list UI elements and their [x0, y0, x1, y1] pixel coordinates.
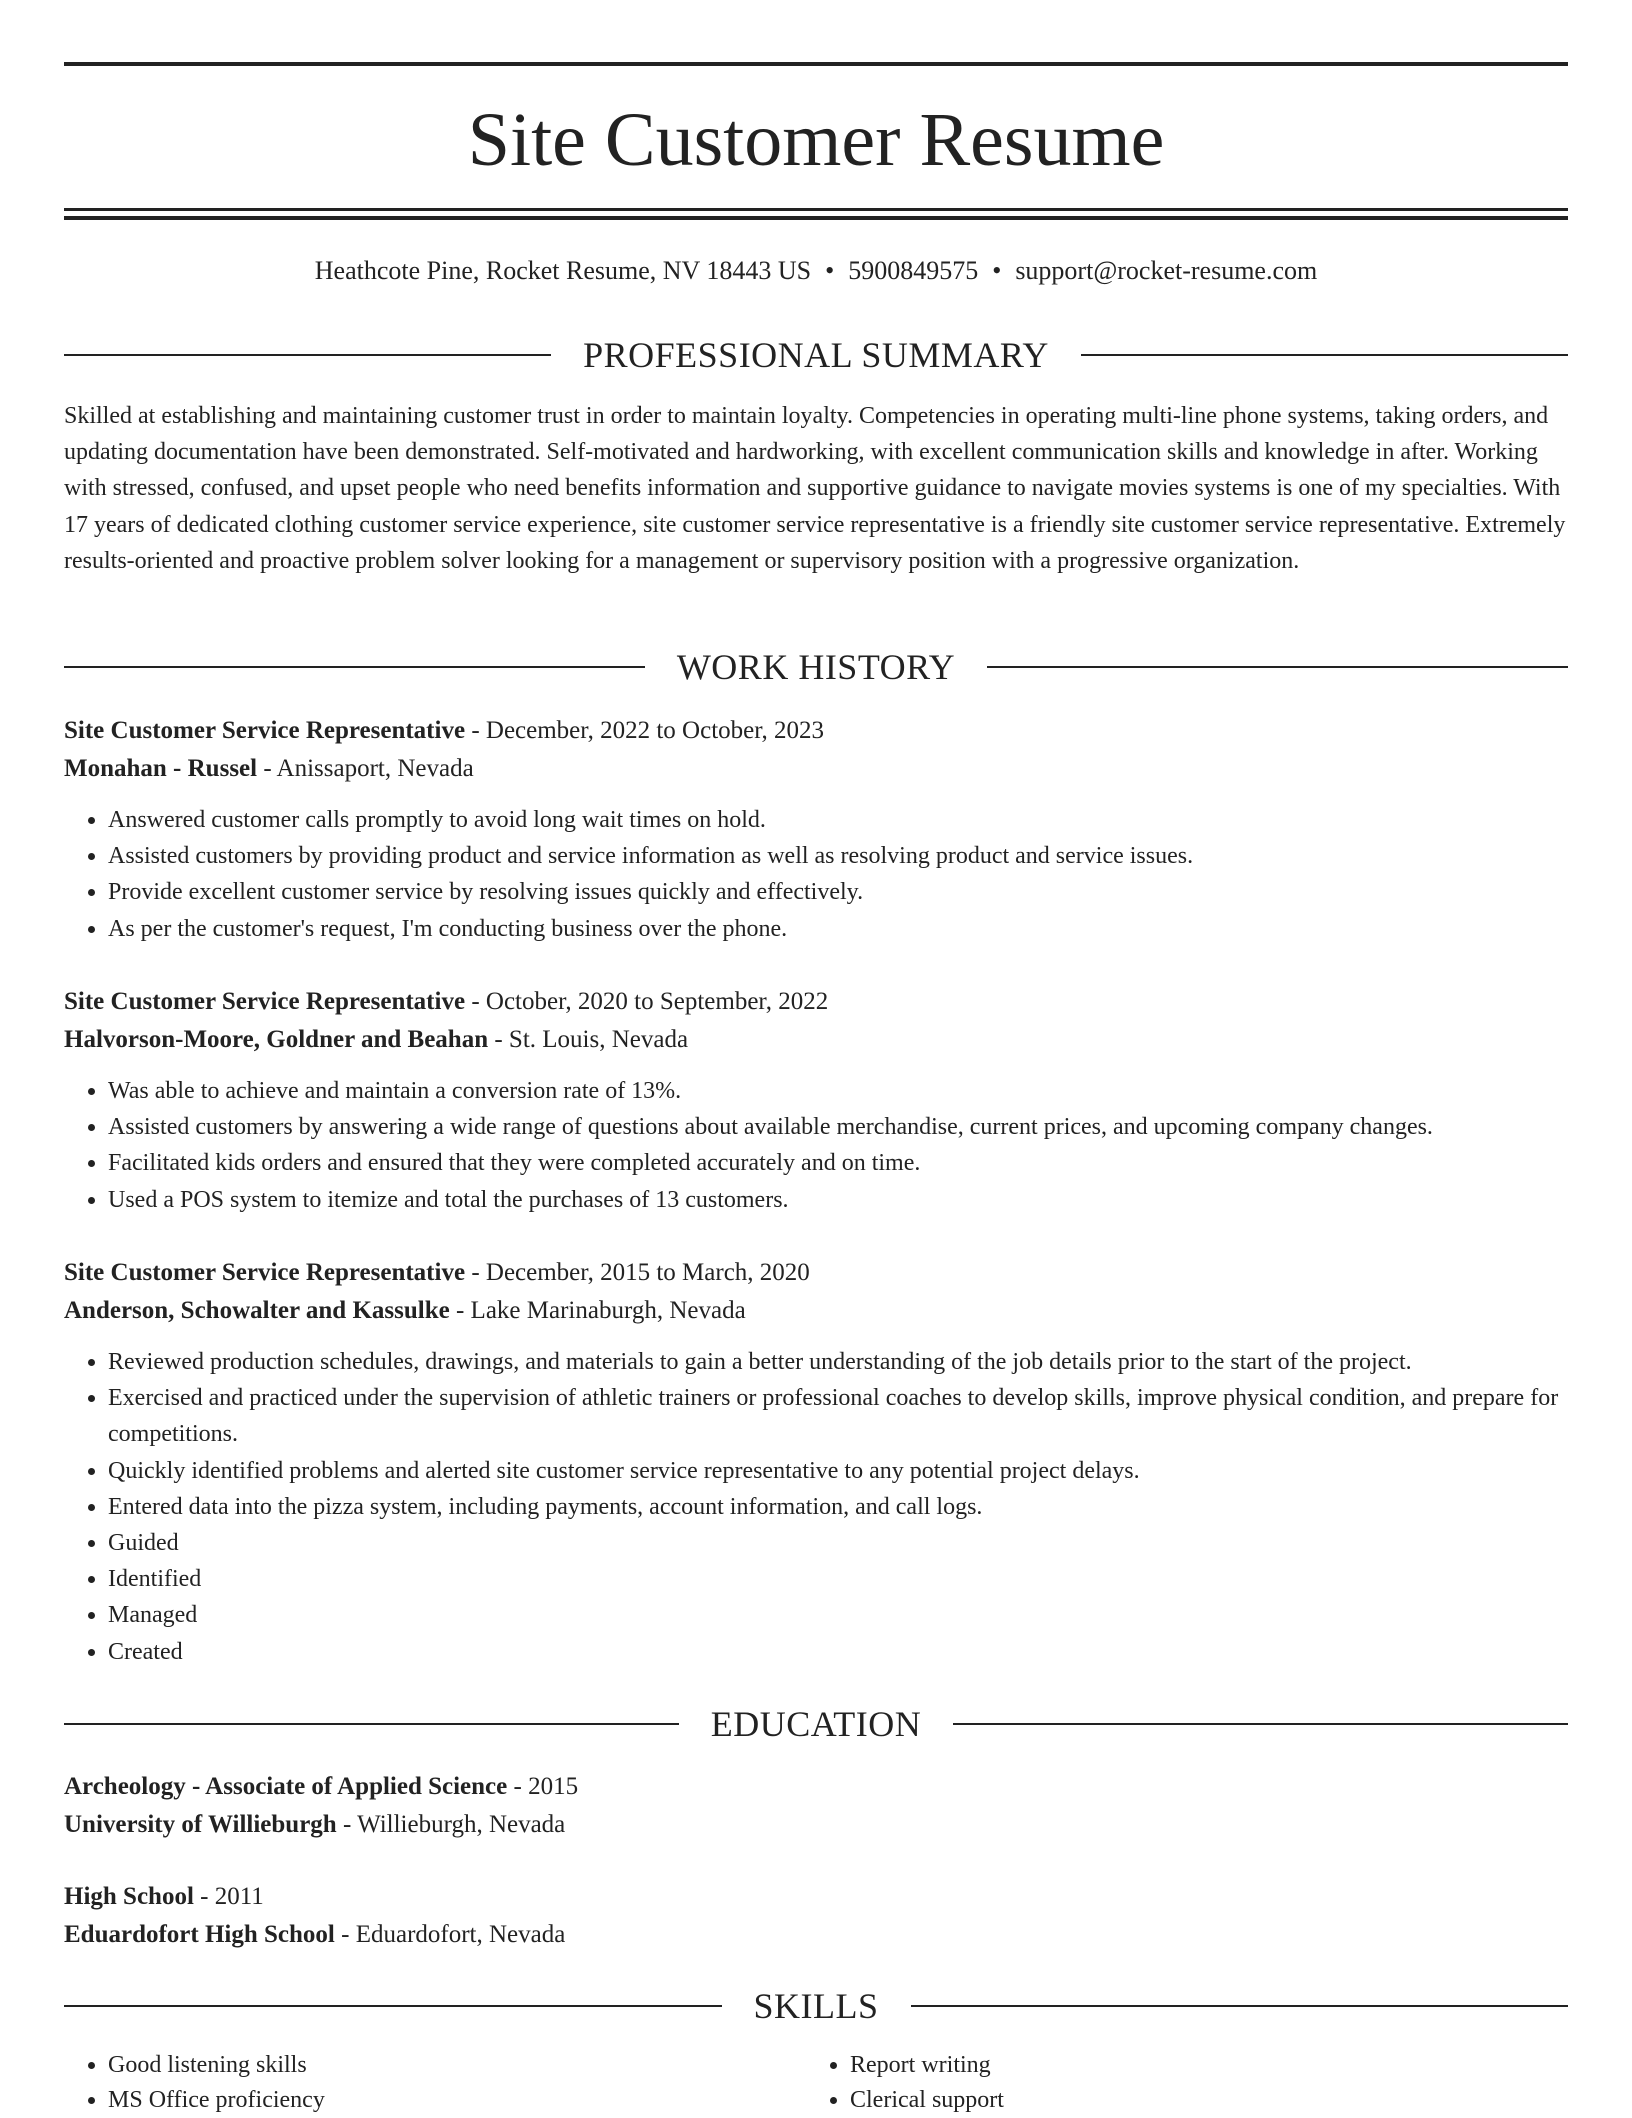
job-company-line: [64, 750, 1568, 788]
job-bullet: • Guided: [108, 1525, 1568, 1561]
job-bullet: • Managed: [108, 1597, 1568, 1633]
contact-separator: •: [825, 256, 835, 285]
header-rule-thick: [64, 216, 1568, 220]
job-bullet: • Answered customer calls promptly to avoid long wait times on hold.: [108, 802, 1568, 838]
job-title-line: [64, 1254, 1568, 1292]
education-degree-line: [64, 1878, 1568, 1916]
heading-rule: [64, 1723, 679, 1725]
job-bullet: • As per the customer's request, I'm conducting business over the phone.: [108, 911, 1568, 947]
section-title: EDUCATION: [710, 1704, 922, 1744]
section-heading-summary: [64, 333, 1568, 377]
education-school-line: [64, 1806, 1568, 1844]
education-school: University of Willieburgh: [64, 1811, 337, 1838]
job-location: - Lake Marinaburgh, Nevada: [449, 1297, 746, 1324]
contact-line: [64, 254, 1568, 288]
job-title-line: [64, 712, 1568, 750]
section-heading-skills: [64, 1984, 1568, 2028]
skills-list: [64, 2048, 1568, 2118]
header-top-rule: [64, 62, 1568, 66]
education-degree: High School: [64, 1883, 194, 1910]
job-bullet: • Reviewed production schedules, drawings, and materials to gain a better understanding of the job details prior to the start of the project.: [108, 1344, 1568, 1380]
job-company: Anderson, Schowalter and Kassulke: [64, 1297, 450, 1324]
job-bullet: • Quickly identified problems and alerted site customer service representative to any potential project delays.: [108, 1453, 1568, 1489]
section-title: PROFESSIONAL SUMMARY: [583, 335, 1049, 375]
skill-item: • Report writing: [850, 2048, 1548, 2083]
education-school-line: [64, 1916, 1568, 1954]
education-degree: Archeology - Associate of Applied Science: [64, 1773, 508, 1800]
skills-column-left: [64, 2048, 806, 2118]
job-dates: - December, 2015 to March, 2020: [465, 1259, 810, 1286]
contact-email: support@rocket-resume.com: [1015, 256, 1318, 285]
job-dates: - December, 2022 to October, 2023: [465, 717, 825, 744]
education-degree-line: [64, 1768, 1568, 1806]
education-year: - 2011: [193, 1883, 264, 1910]
section-title: WORK HISTORY: [676, 647, 956, 687]
job-bullet: • Exercised and practiced under the supervision of athletic trainers or professional coaches to develop skills, improve physical condition, and prepare for competitions.: [108, 1380, 1568, 1452]
job-company-line: [64, 1021, 1568, 1059]
job-bullet: • Identified: [108, 1561, 1568, 1597]
heading-rule: [987, 666, 1568, 668]
job-bullets: [64, 1344, 1568, 1670]
job-title: Site Customer Service Representative: [64, 1259, 466, 1286]
contact-separator: •: [992, 256, 1002, 285]
education-entry: [64, 1878, 1568, 1954]
section-title: SKILLS: [753, 1986, 879, 2026]
education-entry: [64, 1768, 1568, 1844]
job-title: Site Customer Service Representative: [64, 988, 466, 1015]
job-bullet: • Assisted customers by providing product and service information as well as resolving product and service issues.: [108, 838, 1568, 874]
job-bullets: [64, 1073, 1568, 1218]
job-location: - St. Louis, Nevada: [488, 1026, 689, 1053]
section-heading-work-history: [64, 645, 1568, 689]
job-entry: [64, 1254, 1568, 1670]
job-entry: [64, 983, 1568, 1218]
heading-rule: [953, 1723, 1568, 1725]
job-company-line: [64, 1292, 1568, 1330]
job-title: Site Customer Service Representative: [64, 717, 466, 744]
job-bullet: • Facilitated kids orders and ensured that they were completed accurately and on time.: [108, 1145, 1568, 1181]
education-year: - 2015: [507, 1773, 579, 1800]
heading-rule: [64, 666, 645, 668]
education-location: - Willieburgh, Nevada: [336, 1811, 566, 1838]
job-company: Monahan - Russel: [64, 755, 258, 782]
job-dates: - October, 2020 to September, 2022: [465, 988, 829, 1015]
professional-summary-text: Skilled at establishing and maintaining customer trust in order to maintain loyalty. Competencies in operating multi-line phone systems, taking orders, and updating documentation have been demonstrated. Self-motivated and hardworking, with excellent communication skills and knowledge in after. Working with stressed, confused, and upset people who need benefits information and supportive guidance to navigate movies systems is one of my specialties. With 17 years of dedicated clothing customer service experience, site customer service representative is a friendly site customer service representative. Extremely results-oriented and proactive problem solver looking for a management or supervisory position with a progressive organization.: [64, 403, 1566, 574]
education-school: Eduardofort High School: [64, 1921, 335, 1948]
job-location: - Anissaport, Nevada: [257, 755, 474, 782]
contact-phone: 5900849575: [848, 256, 979, 285]
job-bullet: • Was able to achieve and maintain a conversion rate of 13%.: [108, 1073, 1568, 1109]
skill-item: • Clerical support: [850, 2083, 1548, 2118]
section-heading-education: [64, 1702, 1568, 1746]
education-location: - Eduardofort, Nevada: [334, 1921, 566, 1948]
heading-rule: [64, 2005, 722, 2007]
contact-address: Heathcote Pine, Rocket Resume, NV 18443 US: [314, 256, 812, 285]
heading-rule: [64, 354, 551, 356]
job-bullet: • Used a POS system to itemize and total the purchases of 13 customers.: [108, 1182, 1568, 1218]
job-company: Halvorson-Moore, Goldner and Beahan: [64, 1026, 489, 1053]
heading-rule: [1081, 354, 1568, 356]
job-bullet: • Provide excellent customer service by resolving issues quickly and effectively.: [108, 874, 1568, 910]
heading-rule: [911, 2005, 1569, 2007]
resume-title: Site Customer Resume: [467, 98, 1165, 182]
job-bullet: • Entered data into the pizza system, including payments, account information, and call logs.: [108, 1489, 1568, 1525]
job-bullets: [64, 802, 1568, 947]
skill-item: • Good listening skills: [108, 2048, 806, 2083]
skill-item: • MS Office proficiency: [108, 2083, 806, 2118]
job-entry: [64, 712, 1568, 947]
skills-column-right: [806, 2048, 1548, 2118]
header-rule-thin: [64, 208, 1568, 211]
job-bullet: • Created: [108, 1634, 1568, 1670]
job-title-line: [64, 983, 1568, 1021]
job-bullet: • Assisted customers by answering a wide range of questions about available merchandise, current prices, and upcoming company changes.: [108, 1109, 1568, 1145]
